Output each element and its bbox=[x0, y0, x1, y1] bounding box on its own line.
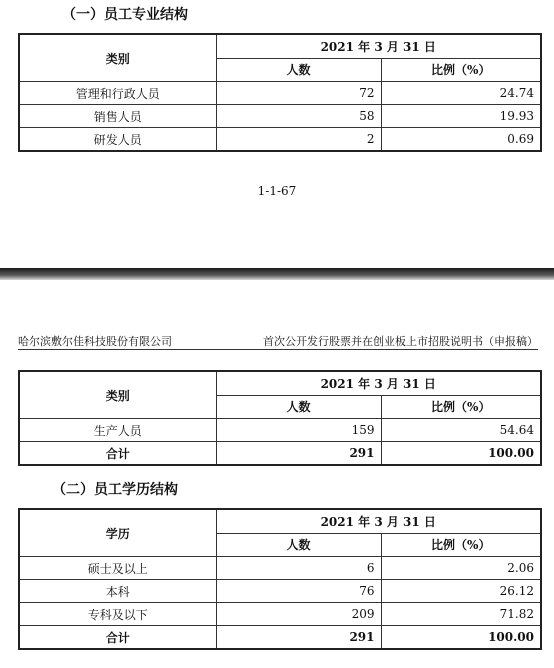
total-row bbox=[19, 626, 541, 650]
total-ratio: 100.00 bbox=[381, 442, 541, 466]
row-count: 159 bbox=[216, 419, 381, 442]
education-structure-table bbox=[18, 508, 542, 650]
row-ratio: 71.82 bbox=[381, 603, 541, 626]
date-header: 2021 年 3 月 31 日 bbox=[216, 371, 541, 395]
row-label: 销售人员 bbox=[19, 105, 216, 128]
row-label: 硕士及以上 bbox=[19, 557, 216, 580]
row-count: 6 bbox=[216, 557, 381, 580]
count-header: 人数 bbox=[216, 58, 381, 82]
total-label: 合计 bbox=[19, 626, 216, 650]
header-rule bbox=[18, 349, 538, 350]
row-count: 58 bbox=[216, 105, 381, 128]
table-row bbox=[19, 105, 541, 128]
table-row bbox=[19, 603, 541, 626]
row-count: 72 bbox=[216, 82, 381, 105]
row-count: 209 bbox=[216, 603, 381, 626]
total-label: 合计 bbox=[19, 442, 216, 466]
ratio-header: 比例（%） bbox=[381, 533, 541, 557]
row-label: 管理和行政人员 bbox=[19, 82, 216, 105]
table-row bbox=[19, 128, 541, 152]
row-ratio: 54.64 bbox=[381, 419, 541, 442]
section-title-education: （二）员工学历结构 bbox=[52, 482, 178, 498]
row-ratio: 0.69 bbox=[381, 128, 541, 152]
professional-structure-table-continued bbox=[18, 370, 542, 466]
row-ratio: 2.06 bbox=[381, 557, 541, 580]
count-header: 人数 bbox=[216, 533, 381, 557]
row-label: 专科及以下 bbox=[19, 603, 216, 626]
row-label: 研发人员 bbox=[19, 128, 216, 152]
page-break-divider bbox=[0, 268, 554, 280]
page-number: 1-1-67 bbox=[257, 184, 297, 198]
education-header: 学历 bbox=[19, 509, 216, 557]
row-count: 2 bbox=[216, 128, 381, 152]
table-row bbox=[19, 82, 541, 105]
row-ratio: 19.93 bbox=[381, 105, 541, 128]
total-ratio: 100.00 bbox=[381, 626, 541, 650]
ratio-header: 比例（%） bbox=[381, 395, 541, 419]
table-row bbox=[19, 557, 541, 580]
row-ratio: 24.74 bbox=[381, 82, 541, 105]
row-ratio: 26.12 bbox=[381, 580, 541, 603]
header-document-title: 首次公开发行股票并在创业板上市招股说明书（申报稿） bbox=[263, 335, 538, 348]
section-title-professional: （一）员工专业结构 bbox=[62, 7, 188, 23]
category-header: 类别 bbox=[19, 34, 216, 82]
table-row bbox=[19, 419, 541, 442]
header-company: 哈尔滨敷尔佳科技股份有限公司 bbox=[18, 335, 172, 348]
total-count: 291 bbox=[216, 626, 381, 650]
count-header: 人数 bbox=[216, 395, 381, 419]
row-label: 本科 bbox=[19, 580, 216, 603]
ratio-header: 比例（%） bbox=[381, 58, 541, 82]
date-header: 2021 年 3 月 31 日 bbox=[216, 509, 541, 533]
total-count: 291 bbox=[216, 442, 381, 466]
category-header: 类别 bbox=[19, 371, 216, 419]
professional-structure-table bbox=[18, 33, 542, 152]
row-count: 76 bbox=[216, 580, 381, 603]
date-header: 2021 年 3 月 31 日 bbox=[216, 34, 541, 58]
row-label: 生产人员 bbox=[19, 419, 216, 442]
table-row bbox=[19, 580, 541, 603]
total-row bbox=[19, 442, 541, 466]
